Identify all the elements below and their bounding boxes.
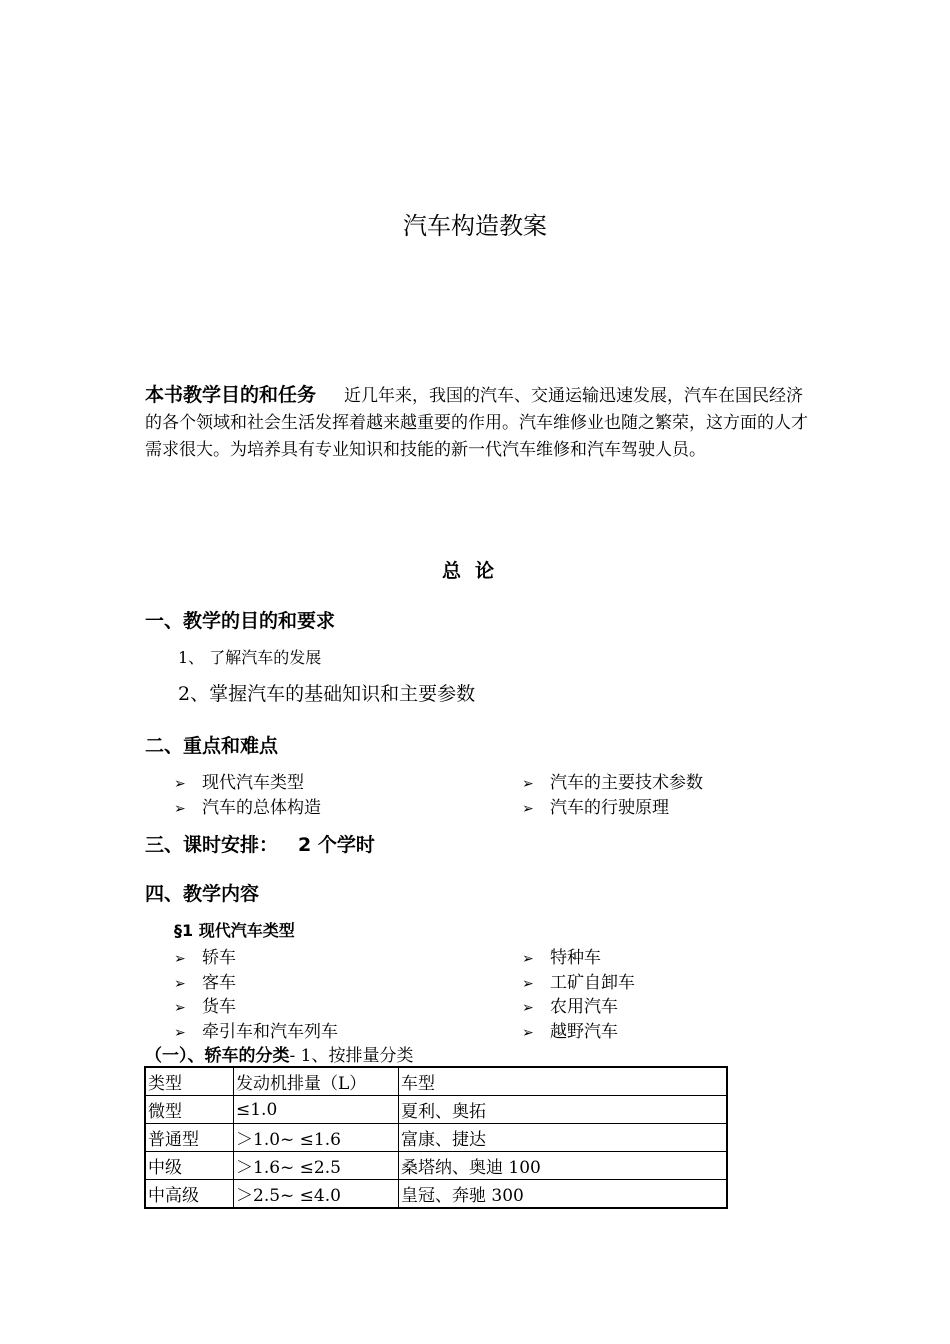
table-cell: ＞1.6~ ≤2.5 — [234, 1152, 399, 1180]
table-row — [145, 1180, 727, 1209]
arrow-bullet-icon: ➢ — [522, 801, 534, 817]
table-cell: ≤1.0 — [234, 1096, 399, 1124]
arrow-bullet-icon: ➢ — [522, 951, 534, 967]
list-item: ➢ 特种车 — [522, 948, 601, 968]
intro-paragraph — [145, 382, 810, 464]
table-cell: ＞1.0~ ≤1.6 — [234, 1124, 399, 1152]
section-1-item-1: 1、 了解汽车的发展 — [178, 648, 322, 667]
arrow-bullet-icon: ➢ — [174, 801, 186, 817]
list-item: ➢ 汽车的行驶原理 — [522, 798, 669, 818]
list-item: ➢ 工矿自卸车 — [522, 973, 635, 993]
section-3-heading: 三、课时安排： 2 个学时 — [145, 834, 375, 856]
table-cell: ＞2.5~ ≤4.0 — [234, 1180, 399, 1209]
list-item: ➢ 轿车 — [174, 948, 236, 968]
list-item: ➢ 汽车的主要技术参数 — [522, 773, 703, 793]
general-heading: 总论 — [441, 560, 508, 582]
section-2-heading: 二、重点和难点 — [145, 735, 279, 757]
table-row — [145, 1124, 727, 1152]
list-item: ➢ 现代汽车类型 — [174, 773, 304, 793]
arrow-bullet-icon: ➢ — [522, 776, 534, 792]
section-1-heading: 一、教学的目的和要求 — [145, 610, 336, 632]
arrow-bullet-icon: ➢ — [174, 1000, 186, 1016]
arrow-bullet-icon: ➢ — [174, 1025, 186, 1041]
arrow-bullet-icon: ➢ — [174, 976, 186, 992]
section-4-heading: 四、教学内容 — [145, 883, 260, 905]
list-item: ➢ 客车 — [174, 973, 236, 993]
subsection-heading: §1 现代汽车类型 — [174, 921, 295, 940]
list-item: ➢ 汽车的总体构造 — [174, 798, 321, 818]
table-row — [145, 1152, 727, 1180]
arrow-bullet-icon: ➢ — [174, 951, 186, 967]
table-cell: 中高级 — [145, 1180, 234, 1209]
list-item: ➢ 牵引车和汽车列车 — [174, 1022, 338, 1042]
table-cell: 普通型 — [145, 1124, 234, 1152]
table-cell: 皇冠、奔驰 300 — [399, 1180, 728, 1209]
table-cell: 中级 — [145, 1152, 234, 1180]
table-caption: （一）、轿车的分类- 1、按排量分类 — [145, 1046, 414, 1066]
list-item: ➢ 越野汽车 — [522, 1022, 618, 1042]
class-hours: 2 个学时 — [298, 834, 375, 856]
table-cell: 微型 — [145, 1096, 234, 1124]
table-header-cell: 类型 — [145, 1067, 234, 1096]
arrow-bullet-icon: ➢ — [522, 1025, 534, 1041]
intro-text: 近几年来，我国的汽车、交通运输迅速发展，汽车在国民经济的各个领域和社会生活发挥着越来越重要的作用。汽车维修业也随之繁荣，这方面的人才需求很大。为培养具有专业知识和技能的新一代汽车维修和汽车驾驶人员。 — [145, 386, 808, 460]
list-item: ➢ 农用汽车 — [522, 997, 618, 1017]
table-cell: 富康、捷达 — [399, 1124, 728, 1152]
list-item: ➢ 货车 — [174, 997, 236, 1017]
intro-lead: 本书教学目的和任务 — [145, 384, 317, 406]
document-title: 汽车构造教案 — [403, 212, 547, 240]
arrow-bullet-icon: ➢ — [522, 1000, 534, 1016]
section-1-item-2: 2、掌握汽车的基础知识和主要参数 — [178, 683, 476, 705]
table-header-cell: 发动机排量（L） — [234, 1067, 399, 1096]
table-row — [145, 1096, 727, 1124]
arrow-bullet-icon: ➢ — [174, 776, 186, 792]
sedan-classification-table — [144, 1066, 728, 1209]
table-cell: 桑塔纳、奥迪 100 — [399, 1152, 728, 1180]
table-cell: 夏利、奥拓 — [399, 1096, 728, 1124]
arrow-bullet-icon: ➢ — [522, 976, 534, 992]
table-header-row — [145, 1067, 727, 1096]
table-header-cell: 车型 — [399, 1067, 728, 1096]
